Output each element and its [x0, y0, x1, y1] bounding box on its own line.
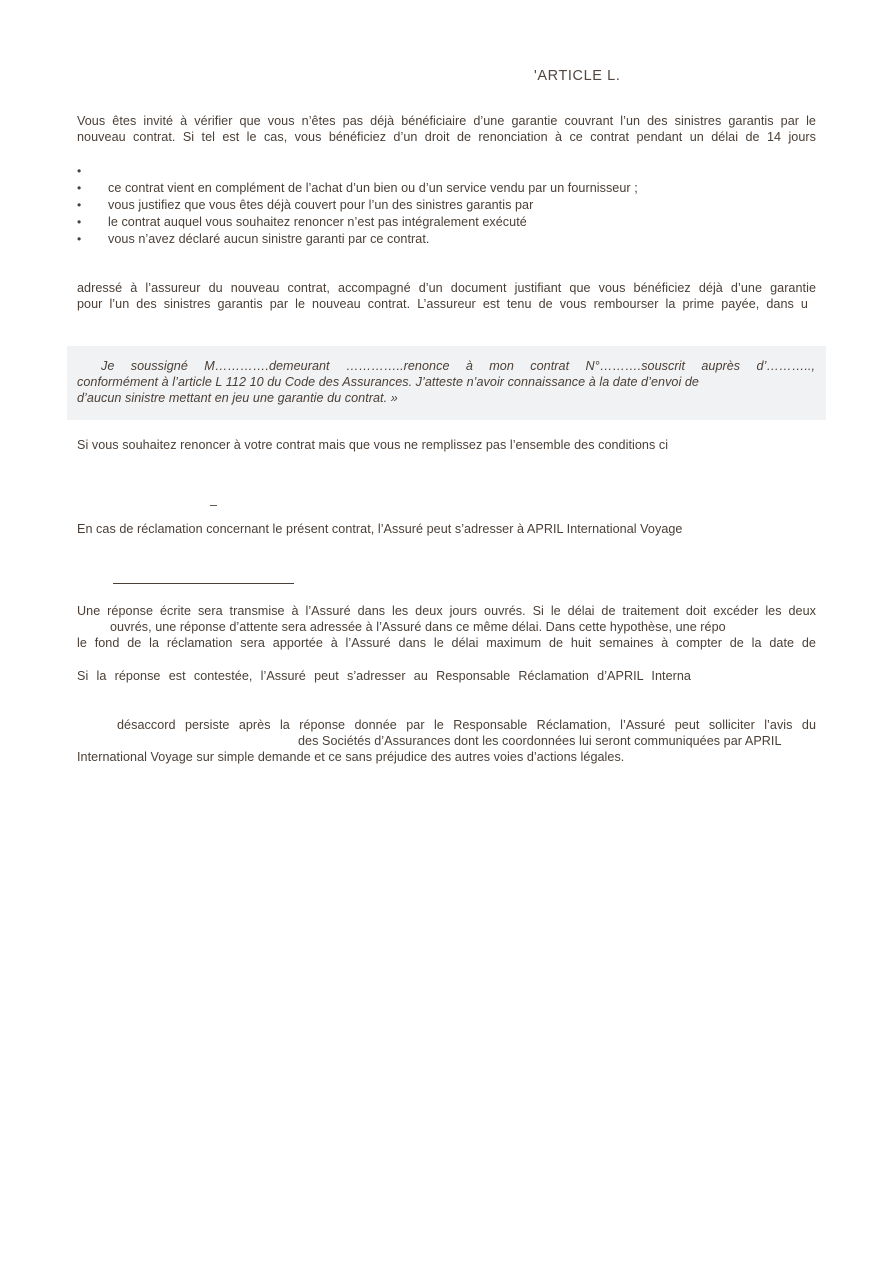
list-item: vous n’avez déclaré aucun sinistre garanti par ce contrat.	[108, 232, 430, 246]
dash-mark: –	[210, 498, 218, 512]
bullet-marker: •	[77, 164, 82, 178]
conditions-note: Si vous souhaitez renoncer à votre contrat mais que vous ne remplissez pas l’ensemble des conditions ci	[77, 438, 669, 452]
complaint-text: En cas de réclamation concernant le présent contrat, l’Assuré peut s’adresser à APRIL International Voyage	[77, 522, 683, 536]
template-letter-line-2: conformément à l’article L 112 10 du Code des Assurances. J’atteste n’avoir connaissance à la date d’envoi de	[77, 375, 699, 389]
intro-line-2: nouveau contrat. Si tel est le cas, vous bénéficiez d’un droit de renonciation à ce contrat pendant un délai de 14 jours	[77, 130, 816, 144]
intro-line-1: Vous êtes invité à vérifier que vous n’êtes pas déjà bénéficiaire d’une garantie couvrant l’un des sinistres garantis par le	[77, 114, 816, 128]
list-item: vous justifiez que vous êtes déjà couvert pour l’un des sinistres garantis par	[108, 198, 534, 212]
mediation-line-1: désaccord persiste après la réponse donnée par le Responsable Réclamation, l’Assuré peut solliciter l’avis du	[117, 718, 816, 732]
list-item: le contrat auquel vous souhaitez renoncer n’est pas intégralement exécuté	[108, 215, 527, 229]
template-letter-line-3: d’aucun sinistre mettant en jeu une garantie du contrat. »	[77, 391, 398, 405]
refund-line-2: pour l’un des sinistres garantis par le nouveau contrat. L’assureur est tenu de vous rembourser la prime payée, dans u	[77, 297, 808, 311]
article-title: 'ARTICLE L.	[534, 68, 621, 84]
mediation-line-2: des Sociétés d’Assurances dont les coordonnées lui seront communiquées par APRIL	[298, 734, 782, 748]
contested-text: Si la réponse est contestée, l’Assuré peut s’adresser au Responsable Réclamation d’APRIL Interna	[77, 669, 691, 683]
response-line-2: ouvrés, une réponse d’attente sera adressée à l’Assuré dans ce même délai. Dans cette hypothèse, une répo	[110, 620, 726, 634]
bullet-marker: •	[77, 198, 82, 212]
refund-line-1: adressé à l’assureur du nouveau contrat, accompagné d’un document justifiant que vous bénéficiez déjà d’une garantie	[77, 281, 816, 295]
response-line-3: le fond de la réclamation sera apportée à l’Assuré dans le délai maximum de huit semaines à compter de la date de	[77, 636, 816, 650]
bullet-marker: •	[77, 181, 82, 195]
response-line-1: Une réponse écrite sera transmise à l’Assuré dans les deux jours ouvrés. Si le délai de traitement doit excéder les deux	[77, 604, 816, 618]
list-item: ce contrat vient en complément de l’achat d’un bien ou d’un service vendu par un fournisseur ;	[108, 181, 638, 195]
mediation-line-3: International Voyage sur simple demande et ce sans préjudice des autres voies d’actions légales.	[77, 750, 625, 764]
template-letter-line-1: Je soussigné M………….demeurant …………..renonce à mon contrat N°……….souscrit auprès d’………..,	[101, 359, 815, 373]
separator-line	[113, 583, 294, 584]
bullet-marker: •	[77, 232, 82, 246]
bullet-marker: •	[77, 215, 82, 229]
